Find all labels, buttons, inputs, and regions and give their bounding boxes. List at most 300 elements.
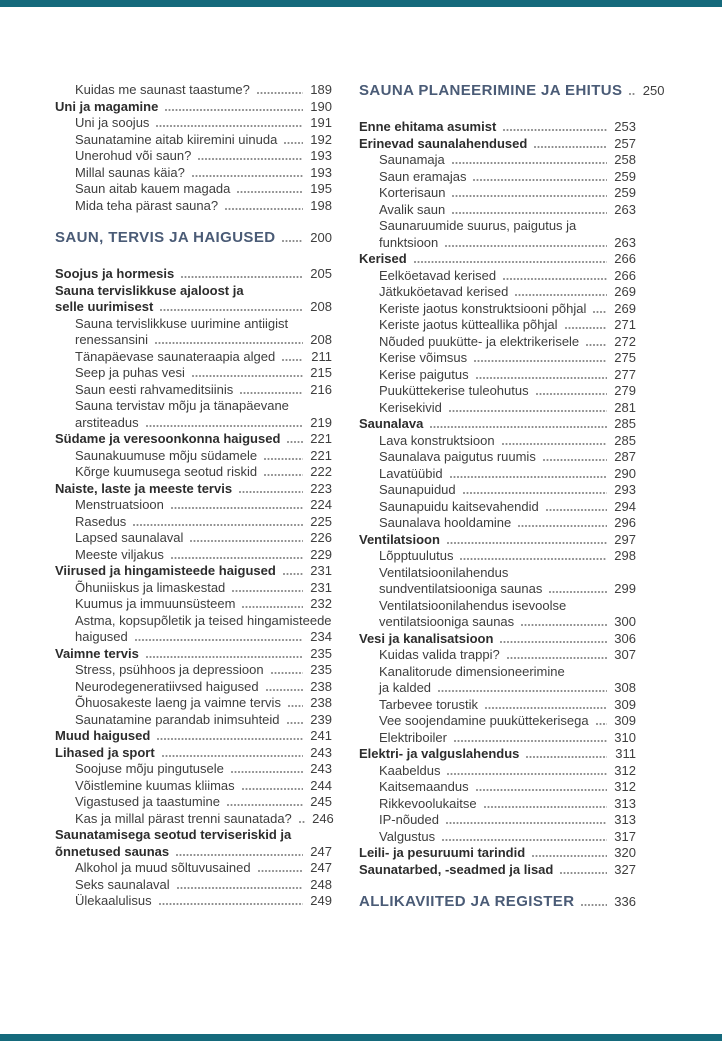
entry-page-number: 309 [614, 713, 636, 728]
toc-entry-row [55, 662, 332, 679]
entry-page-number: 195 [310, 181, 332, 196]
dot-leader [446, 822, 607, 824]
dot-leader [264, 474, 303, 476]
toc-entry-row [55, 728, 332, 745]
entry-page-number: 271 [614, 317, 636, 332]
toc-entry-row [55, 115, 332, 132]
entry-label: Soojuse mõju pingutusele [75, 761, 224, 776]
entry-label: Õhuniiskus ja limaskestad [75, 579, 226, 595]
entry-page-number: 313 [614, 812, 636, 827]
entry-label: Kuidas me saunast taastume? [75, 82, 250, 97]
toc-entry-row [55, 794, 332, 811]
entry-page-number: 224 [310, 497, 332, 512]
toc-column-left [55, 82, 332, 930]
dot-leader [474, 360, 607, 362]
entry-label: Saunalava [359, 416, 424, 431]
dot-leader [452, 162, 607, 164]
toc-columns [55, 82, 665, 930]
entry-page-number: 205 [310, 266, 332, 281]
dot-leader [502, 443, 607, 445]
toc-entry-row [55, 613, 332, 630]
entry-page-number: 193 [310, 164, 332, 180]
dot-leader [282, 240, 303, 242]
entry-page-number: 266 [614, 251, 636, 266]
toc-entry-row [55, 99, 332, 116]
toc-entry-row [55, 844, 332, 861]
entry-label: sundventilatsiooniga saunas [379, 581, 543, 596]
dot-leader [447, 542, 607, 544]
dot-leader [232, 590, 303, 592]
dot-leader [284, 142, 303, 144]
toc-entry-row [55, 382, 332, 399]
entry-label: Saunalava paigutus ruumis [379, 449, 536, 464]
dot-leader [460, 558, 607, 560]
toc-entry-row [55, 266, 332, 283]
toc-entry-row [55, 132, 332, 149]
entry-label: Ventilatsioonilahendus isevoolse [379, 597, 567, 613]
entry-label: Viirused ja hingamisteede haigused [55, 563, 276, 578]
entry-label: Mida teha pärast sauna? [75, 197, 219, 213]
entry-label: Kuidas valida trappi? [379, 647, 500, 662]
toc-entry-row [359, 499, 636, 516]
dot-leader [532, 855, 607, 857]
toc-entry-row [55, 464, 332, 481]
toc-entry-row [359, 812, 636, 829]
toc-entry-row [55, 181, 332, 198]
dot-leader [181, 276, 303, 278]
entry-page-number: 279 [614, 383, 636, 398]
entry-page-number: 232 [310, 596, 332, 611]
entry-page-number: 258 [614, 152, 636, 167]
dot-leader [485, 707, 607, 709]
entry-page-number: 247 [310, 860, 332, 875]
dot-leader [596, 723, 607, 725]
toc-entry-row [359, 598, 636, 615]
entry-label: Saunamaja [379, 152, 445, 167]
toc-entry-row [359, 433, 636, 450]
dot-leader [271, 672, 303, 674]
entry-page-number: 245 [310, 794, 332, 809]
entry-label: Keriste jaotus konstruktsiooni põhjal [379, 300, 587, 316]
entry-page-number: 320 [614, 845, 636, 860]
entry-label: Vigastused ja taastumine [75, 794, 221, 809]
toc-entry-row [359, 284, 636, 301]
dot-leader [160, 309, 303, 311]
toc-entry-row [359, 515, 636, 532]
entry-label: Vaimne tervis [55, 645, 139, 661]
dot-leader [192, 375, 303, 377]
toc-entry-row [55, 415, 332, 432]
entry-label: Kaitsemaandus [379, 779, 469, 794]
entry-page-number: 235 [310, 645, 332, 661]
entry-page-number: 263 [614, 201, 636, 217]
dot-leader [442, 839, 607, 841]
dot-leader [177, 887, 303, 889]
dot-leader [565, 327, 608, 329]
entry-label: Saunatamisega seotud terviseriskid ja [55, 827, 292, 842]
entry-label: Ventilatsioonilahendus [379, 564, 509, 580]
entry-page-number: 219 [310, 414, 332, 430]
toc-entry-row [55, 712, 332, 729]
dot-leader [447, 773, 607, 775]
entry-page-number: 272 [614, 333, 636, 349]
entry-page-number: 247 [310, 843, 332, 859]
entry-page-number: 269 [614, 284, 636, 299]
toc-entry-row [359, 565, 636, 582]
entry-label: arstiteadus [75, 414, 139, 430]
toc-entry-row [359, 548, 636, 565]
dot-leader [536, 393, 607, 395]
dot-leader [283, 573, 303, 575]
entry-page-number: 299 [614, 581, 636, 596]
dot-leader [586, 344, 607, 346]
entry-label: Lõpptuulutus [379, 548, 454, 563]
toc-heading-row [359, 82, 665, 100]
entry-label: Kanalitorude dimensioneerimine [379, 663, 565, 679]
entry-page-number: 215 [310, 365, 332, 380]
toc-entry-row [359, 647, 636, 664]
entry-label: Südame ja veresoonkonna haigused [55, 431, 281, 446]
entry-page-number: 193 [310, 148, 332, 163]
dot-leader [162, 755, 303, 757]
entry-page-number: 309 [614, 696, 636, 712]
entry-label: Kerise võimsus [379, 350, 468, 365]
toc-entry-row [359, 730, 636, 747]
entry-page-number: 189 [310, 82, 332, 97]
dot-leader [560, 872, 607, 874]
dot-leader [159, 903, 303, 905]
toc-entry-row [359, 482, 636, 499]
dot-leader [543, 459, 607, 461]
entry-page-number: 241 [310, 728, 332, 743]
dot-leader [463, 492, 607, 494]
toc-entry-row [55, 745, 332, 762]
toc-entry-row [55, 530, 332, 547]
entry-label: Valgustus [379, 828, 436, 844]
entry-label: Saunapuidu kaitsevahendid [379, 498, 539, 514]
entry-page-number: 290 [614, 465, 636, 481]
dot-leader [257, 92, 303, 94]
dot-leader [503, 129, 607, 131]
toc-entry-row [359, 119, 636, 136]
entry-label: Saun eramajas [379, 168, 467, 184]
entry-page-number: 223 [310, 480, 332, 496]
toc-entry-row [55, 877, 332, 894]
dot-leader [171, 557, 303, 559]
dot-leader [288, 705, 303, 707]
dot-leader [476, 789, 607, 791]
toc-entry-row [55, 165, 332, 182]
toc-entry-row [359, 268, 636, 285]
dot-leader [452, 195, 607, 197]
toc-entry-row [359, 713, 636, 730]
toc-entry-row [55, 299, 332, 316]
entry-label: Tarbevee torustik [379, 696, 478, 712]
entry-label: Nõuded puukütte- ja elektrikerisele [379, 333, 580, 349]
toc-entry-row [359, 614, 636, 631]
toc-entry-row [55, 349, 332, 366]
entry-page-number: 211 [311, 348, 332, 364]
entry-label: õnnetused saunas [55, 843, 170, 859]
dot-leader [165, 109, 303, 111]
entry-page-number: 285 [614, 432, 636, 448]
toc-entry-row [55, 893, 332, 910]
toc-entry-row [55, 332, 332, 349]
entry-page-number: 246 [312, 810, 334, 826]
entry-page-number: 221 [310, 447, 332, 463]
toc-entry-row [359, 218, 636, 235]
entry-label: Kuumus ja immuunsüsteem [75, 596, 236, 611]
entry-page-number: 313 [614, 795, 636, 811]
entry-label: Astma, kopsupõletik ja teised hingamisteede [75, 612, 332, 628]
toc-entry-row [359, 449, 636, 466]
entry-page-number: 231 [310, 563, 332, 578]
dot-leader [171, 507, 303, 509]
entry-label: Muud haigused [55, 728, 151, 743]
entry-page-number: 293 [614, 482, 636, 497]
bottom-accent-bar [0, 1034, 722, 1041]
toc-entry-row [55, 827, 332, 844]
entry-label: Lapsed saunalaval [75, 530, 184, 545]
entry-label: Saunaruumide suurus, paigutus ja [379, 218, 577, 233]
entry-label: Tänapäevase saunateraapia alged [75, 348, 276, 364]
entry-label: Kerised [359, 251, 407, 266]
entry-label: Seks saunalaval [75, 876, 170, 892]
entry-label: Sauna tervislikkuse ajaloost ja [55, 282, 244, 298]
entry-page-number: 208 [310, 332, 332, 347]
entry-label: Saunalava hooldamine [379, 515, 512, 530]
entry-label: Kerise paigutus [379, 366, 469, 382]
entry-page-number: 231 [310, 579, 332, 595]
toc-heading-label: SAUNA PLANEERIMINE JA EHITUS [359, 82, 623, 99]
entry-label: Sauna tervistav mõju ja tänapäevane [75, 398, 289, 413]
entry-label: Jätkuköetavad kerised [379, 284, 509, 299]
dot-leader [133, 524, 303, 526]
entry-page-number: 234 [310, 629, 332, 644]
dot-leader [155, 342, 303, 344]
entry-label: Lava konstruktsioon [379, 432, 495, 448]
dot-leader [476, 377, 607, 379]
entry-page-number: 221 [310, 431, 332, 446]
dot-leader [287, 441, 303, 443]
entry-label: Keriste jaotus kütteallika põhjal [379, 317, 558, 332]
toc-entry-row [55, 811, 332, 828]
entry-label: Stress, psühhoos ja depressioon [75, 662, 264, 677]
entry-label: selle uurimisest [55, 299, 154, 314]
entry-label: Soojus ja hormesis [55, 266, 175, 281]
toc-entry-row [55, 514, 332, 531]
entry-label: Seep ja puhas vesi [75, 365, 185, 380]
dot-leader [176, 854, 303, 856]
toc-entry-row [55, 580, 332, 597]
toc-entry-row [359, 581, 636, 598]
entry-page-number: 306 [614, 630, 636, 646]
entry-page-number: 296 [614, 515, 636, 530]
entry-page-number: 285 [614, 416, 636, 431]
entry-page-number: 263 [614, 234, 636, 250]
entry-page-number: 307 [614, 647, 636, 662]
toc-entry-row [359, 367, 636, 384]
entry-label: ja kalded [379, 680, 432, 695]
dot-leader [521, 624, 607, 626]
dot-leader [629, 93, 635, 95]
entry-label: Puuküttekerise tuleohutus [379, 383, 529, 398]
dot-leader [198, 158, 303, 160]
dot-leader [449, 410, 607, 412]
dot-leader [452, 212, 607, 214]
entry-page-number: 269 [614, 300, 636, 316]
toc-entry-row [359, 185, 636, 202]
toc-entry-row [55, 679, 332, 696]
dot-leader [287, 722, 303, 724]
entry-label: Elektriboiler [379, 729, 447, 745]
toc-entry-row [359, 251, 636, 268]
toc-entry-row [55, 497, 332, 514]
entry-page-number: 259 [614, 168, 636, 184]
toc-heading-label: ALLIKAVIITED JA REGISTER [359, 893, 575, 910]
entry-page-number: 190 [310, 98, 332, 114]
dot-leader [231, 771, 303, 773]
toc-entry-row [359, 680, 636, 697]
toc-entry-row [359, 400, 636, 417]
dot-leader [414, 261, 607, 263]
dot-leader [515, 294, 607, 296]
entry-label: Rikkevoolukaitse [379, 795, 477, 811]
dot-leader [503, 278, 607, 280]
dot-leader [438, 690, 607, 692]
entry-label: Leili- ja pesuruumi tarindid [359, 845, 526, 860]
entry-page-number: 266 [614, 267, 636, 283]
toc-entry-row [55, 778, 332, 795]
entry-label: Meeste viljakus [75, 546, 164, 562]
entry-label: Saunakuumuse mõju südamele [75, 447, 258, 463]
dot-leader [526, 756, 607, 758]
entry-label: Kerisekivid [379, 399, 442, 415]
entry-label: Vesi ja kanalisatsioon [359, 630, 494, 646]
entry-label: Ülekaalulisus [75, 893, 152, 908]
toc-entry-row [55, 646, 332, 663]
entry-page-number: 277 [614, 366, 636, 382]
entry-label: Enne ehitama asumist [359, 119, 497, 134]
entry-label: Saunatamine aitab kiiremini uinuda [75, 131, 278, 147]
entry-page-number: 243 [310, 744, 332, 760]
entry-label: Eelköetavad kerised [379, 267, 497, 283]
entry-label: Sauna tervislikkuse uurimine antiigist [75, 315, 289, 331]
toc-entry-row [55, 148, 332, 165]
entry-label: Uni ja soojus [75, 115, 150, 130]
dot-leader [135, 639, 303, 641]
entry-page-number: 298 [614, 548, 636, 563]
dot-leader [192, 175, 303, 177]
entry-label: Saun aitab kauem magada [75, 181, 231, 196]
dot-leader [500, 641, 607, 643]
toc-entry-row [55, 629, 332, 646]
dot-leader [593, 311, 607, 313]
dot-leader [546, 509, 607, 511]
toc-entry-row [359, 152, 636, 169]
toc-entry-row [359, 350, 636, 367]
entry-page-number: 297 [614, 531, 636, 547]
toc-heading-row [359, 893, 636, 911]
dot-leader [473, 179, 607, 181]
entry-label: Korterisaun [379, 185, 446, 200]
entry-page-number: 226 [310, 530, 332, 545]
entry-page-number: 243 [310, 761, 332, 776]
toc-entry-row [359, 416, 636, 433]
toc-entry-row [359, 235, 636, 252]
toc-entry-row [55, 481, 332, 498]
entry-page-number: 257 [614, 135, 636, 151]
toc-entry-row [55, 761, 332, 778]
entry-label: Kaabeldus [379, 762, 441, 778]
dot-leader [146, 656, 303, 658]
toc-entry-row [359, 763, 636, 780]
toc-entry-row [55, 431, 332, 448]
dot-leader [299, 821, 305, 823]
dot-leader [237, 191, 303, 193]
dot-leader [227, 804, 303, 806]
dot-leader [518, 525, 607, 527]
dot-leader [581, 904, 607, 906]
dot-leader [534, 146, 607, 148]
dot-leader [225, 208, 303, 210]
toc-entry-row [55, 695, 332, 712]
entry-label: Saunapuidud [379, 482, 456, 497]
entry-label: Avalik saun [379, 201, 446, 217]
entry-page-number: 308 [614, 680, 636, 695]
entry-page-number: 294 [614, 498, 636, 514]
entry-page-number: 327 [614, 861, 636, 877]
entry-page-number: 300 [614, 614, 636, 629]
entry-page-number: 275 [614, 350, 636, 365]
dot-leader [549, 591, 607, 593]
toc-entry-row [55, 198, 332, 215]
entry-page-number: 253 [614, 119, 636, 134]
entry-page-number: 200 [310, 230, 332, 245]
toc-heading-row [55, 229, 332, 247]
entry-page-number: 250 [642, 83, 665, 98]
entry-label: Uni ja magamine [55, 98, 159, 114]
dot-leader [484, 806, 607, 808]
toc-entry-row [55, 398, 332, 415]
entry-page-number: 208 [310, 299, 332, 314]
toc-entry-row [359, 779, 636, 796]
entry-label: Vee soojendamine puuküttekerisega [379, 713, 589, 728]
entry-label: Rasedus [75, 513, 127, 529]
toc-heading-label: SAUN, TERVIS JA HAIGUSED [55, 229, 276, 246]
entry-page-number: 249 [310, 893, 332, 908]
entry-page-number: 235 [310, 662, 332, 677]
entry-label: Neurodegeneratiivsed haigused [75, 678, 259, 694]
toc-entry-row [359, 845, 636, 862]
entry-label: Naiste, laste ja meeste tervis [55, 480, 233, 496]
dot-leader [454, 740, 607, 742]
entry-page-number: 239 [310, 711, 332, 727]
dot-leader [239, 491, 303, 493]
toc-entry-row [55, 283, 332, 300]
entry-label: Millal saunas käia? [75, 164, 185, 180]
entry-page-number: 222 [310, 464, 332, 479]
entry-page-number: 238 [310, 678, 332, 694]
entry-label: Lavatüübid [379, 465, 443, 481]
dot-leader [282, 359, 303, 361]
entry-page-number: 287 [614, 449, 636, 464]
toc-entry-row [359, 301, 636, 318]
entry-page-number: 192 [310, 131, 332, 147]
toc-entry-row [359, 796, 636, 813]
entry-label: Õhuosakeste laeng ja vaimne tervis [75, 695, 281, 710]
dot-leader [266, 689, 303, 691]
